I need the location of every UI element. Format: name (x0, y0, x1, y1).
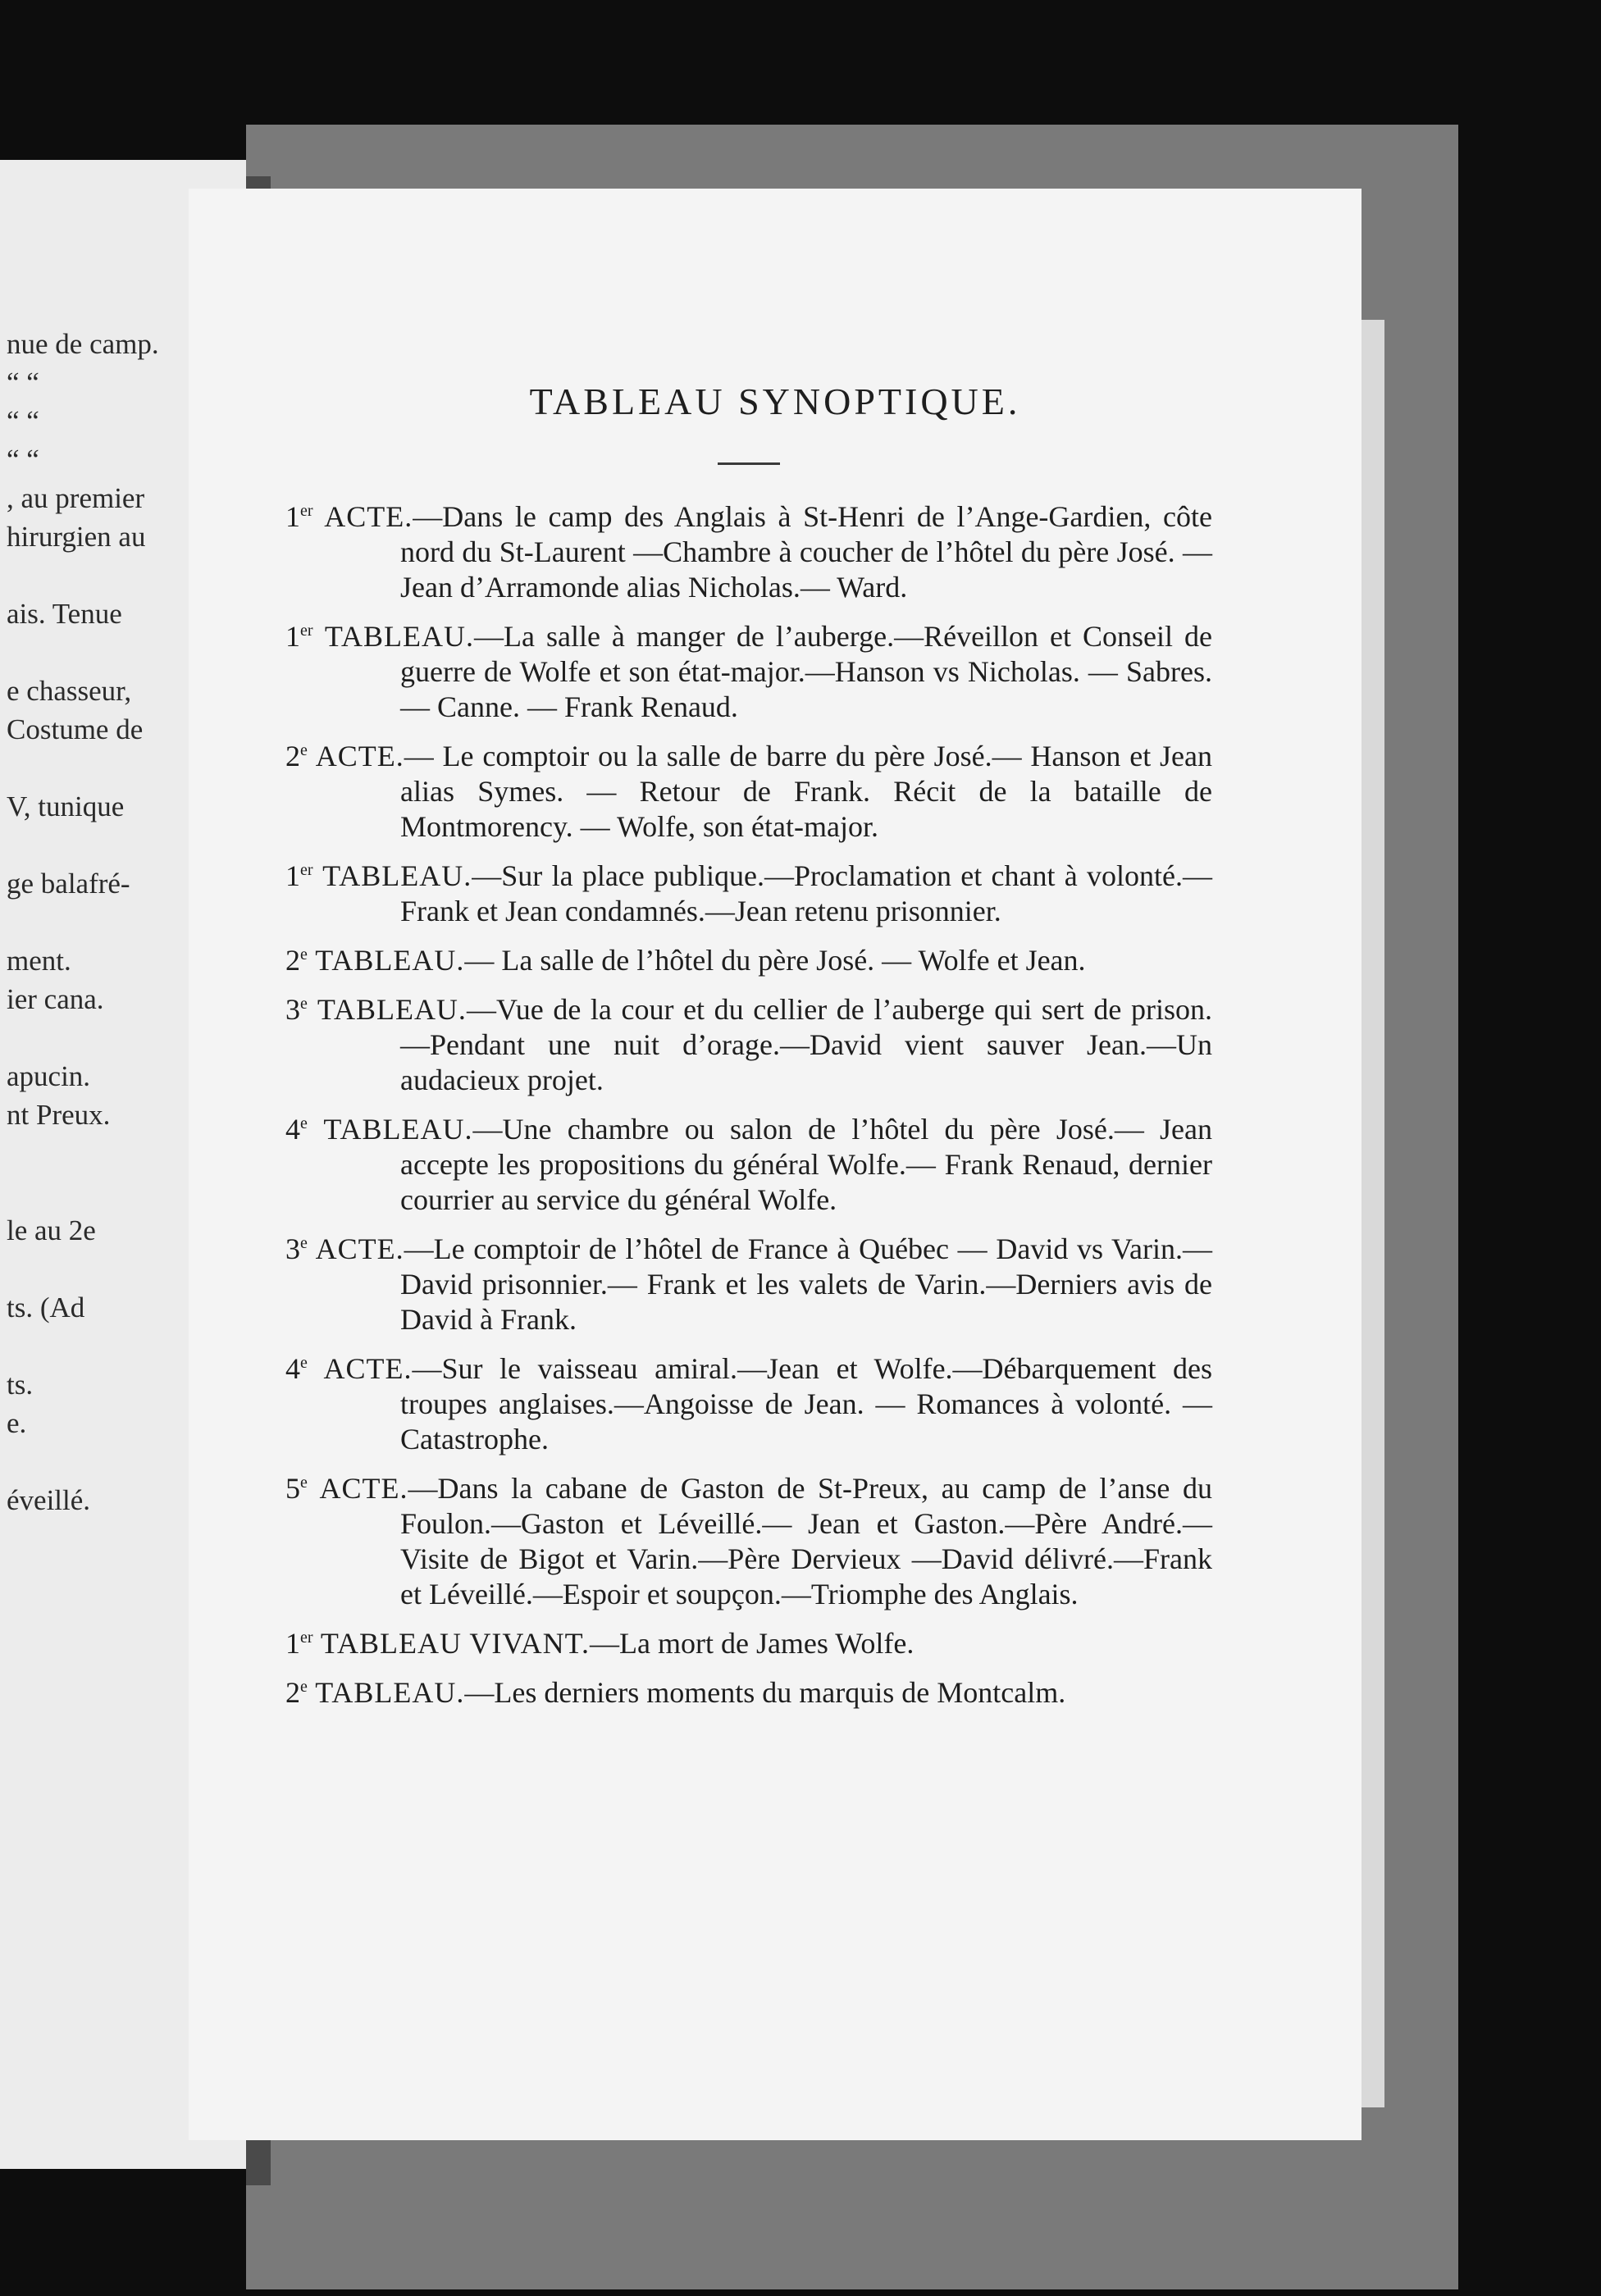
entry-text: —Une chambre ou salon de l’hôtel du père José.— Jean accepte les propositions du général Wolfe.— Frank Renaud, dernier courrier au service du général Wolfe. (400, 1113, 1212, 1216)
entry-ordinal (285, 944, 308, 977)
synopsis-entry (285, 986, 1212, 1098)
synopsis-entry (285, 1346, 1212, 1457)
entry-ordinal (285, 740, 308, 772)
entry-number: 2 (285, 1676, 300, 1709)
left-page-line: ts. (Ad (7, 1292, 85, 1323)
left-page-line: le au 2e (7, 1214, 96, 1246)
entry-ordinal (285, 500, 313, 533)
entry-number: 4 (285, 1352, 300, 1385)
entry-heading: ACTE. (312, 500, 413, 533)
right-page (189, 189, 1362, 2140)
left-page-line: nt Preux. (7, 1099, 111, 1131)
left-page-line: nue de camp. (7, 328, 159, 360)
synopsis-entry (285, 853, 1212, 929)
entry-ordinal-suffix: e (300, 741, 308, 759)
entry-ordinal (285, 1627, 313, 1660)
entry-text: —Vue de la cour et du cellier de l’auberge qui sert de prison.—Pendant une nuit d’orage.—David vient sauver Jean.—Un audacieux projet. (400, 993, 1212, 1096)
entry-text: — Le comptoir ou la salle de barre du père José.— Hanson et Jean alias Symes. — Retour de Frank. Récit de la bataille de Montmorency. — Wolfe, son état-major. (400, 740, 1212, 843)
entry-number: 1 (285, 1627, 300, 1660)
left-page-line: ts. (7, 1369, 34, 1401)
synopsis-entry (285, 1226, 1212, 1337)
entry-number: 5 (285, 1472, 300, 1505)
synopsis-entry (285, 494, 1212, 605)
entry-heading: TABLEAU VIVANT. (312, 1627, 590, 1660)
entry-ordinal (285, 1676, 308, 1709)
entry-ordinal-suffix: er (300, 502, 313, 520)
left-page-line: ier cana. (7, 983, 104, 1015)
left-page-line: Costume de (7, 713, 144, 745)
entry-heading: TABLEAU. (312, 620, 474, 653)
left-page-line: ais. Tenue (7, 598, 122, 630)
synopsis-entry (285, 937, 1212, 978)
synopsis-entry (285, 1670, 1212, 1711)
entry-text: —Les derniers moments du marquis de Montcalm. (464, 1676, 1066, 1709)
entry-ordinal-suffix: e (300, 1354, 308, 1372)
entry-ordinal-suffix: e (300, 945, 308, 963)
entry-number: 2 (285, 740, 300, 772)
entry-text: — La salle de l’hôtel du père José. — Wolfe et Jean. (464, 944, 1086, 977)
entry-heading: TABLEAU. (312, 859, 472, 892)
entry-heading: ACTE. (307, 1352, 413, 1385)
entry-number: 2 (285, 944, 300, 977)
entry-text: —Dans le camp des Anglais à St-Henri de l’Ange-Gardien, côte nord du St-Laurent —Chambre à coucher de l’hôtel du père José. — Jean d’Arramonde alias Nicholas.— Ward. (400, 500, 1212, 604)
entry-number: 1 (285, 859, 300, 892)
entry-number: 1 (285, 620, 300, 653)
entry-ordinal (285, 1113, 308, 1146)
left-page-line: , au premier (7, 482, 145, 514)
entry-ordinal-suffix: e (300, 1678, 308, 1696)
entry-number: 3 (285, 1232, 300, 1265)
synopsis-entry (285, 733, 1212, 845)
left-page-line: apucin. (7, 1060, 91, 1092)
page-title: TABLEAU SYNOPTIQUE. (529, 380, 1021, 422)
entry-ordinal-suffix: e (300, 995, 308, 1013)
entry-ordinal-suffix: er (300, 1629, 313, 1647)
entry-ordinal-suffix: er (300, 861, 313, 879)
entry-text: —Dans la cabane de Gaston de St-Preux, au camp de l’anse du Foulon.—Gaston et Léveillé.— Jean et Gaston.—Père André.—Visite de Bigot et Varin.—Père Dervieux —David délivré.—Frank et Léveillé.—Espoir et soupçon.—Triomphe des Anglais. (400, 1472, 1212, 1610)
entry-text: —La salle à manger de l’auberge.—Réveillon et Conseil de guerre de Wolfe et son état-major.—Hanson vs Nicholas. — Sabres. — Canne. — Frank Renaud. (400, 620, 1213, 723)
entry-ordinal-suffix: e (300, 1234, 308, 1252)
entry-ordinal (285, 993, 308, 1026)
entry-number: 3 (285, 993, 300, 1026)
left-page-line: éveillé. (7, 1484, 91, 1516)
entry-text: —La mort de James Wolfe. (590, 1627, 915, 1660)
left-page-line: hirurgien au (7, 521, 146, 553)
synopsis-entry (285, 1106, 1212, 1218)
entry-text: —Sur la place publique.—Proclamation et chant à volonté.—Frank et Jean condamnés.—Jean retenu prisonnier. (400, 859, 1212, 927)
entry-ordinal (285, 859, 313, 892)
synopsis-entry (285, 1620, 1212, 1661)
entry-heading: ACTE. (307, 1232, 404, 1265)
title-rule (718, 462, 780, 465)
left-page-line: ge balafré- (7, 868, 130, 900)
left-page-line: e. (7, 1407, 27, 1439)
left-page-line: e chasseur, (7, 675, 132, 707)
entry-heading: TABLEAU. (307, 1113, 473, 1146)
entry-heading: TABLEAU. (307, 1676, 465, 1709)
entry-heading: TABLEAU. (307, 993, 467, 1026)
left-page-line: “ “ (7, 367, 39, 399)
entry-ordinal (285, 1352, 308, 1385)
entry-ordinal-suffix: e (300, 1114, 308, 1132)
entry-heading: TABLEAU. (307, 944, 465, 977)
entry-text: —Le comptoir de l’hôtel de France à Québec — David vs Varin.— David prisonnier.— Frank et les valets de Varin.—Derniers avis de David à Frank. (400, 1232, 1212, 1336)
synopsis-entry (285, 1465, 1212, 1612)
entry-ordinal-suffix: e (300, 1474, 308, 1492)
synopsis-list (285, 494, 1212, 1719)
left-page-line: “ “ (7, 444, 39, 476)
left-page-line: ment. (7, 945, 71, 977)
left-page-line: “ “ (7, 405, 39, 437)
entry-ordinal (285, 620, 313, 653)
entry-ordinal (285, 1472, 308, 1505)
entry-ordinal-suffix: er (300, 622, 313, 640)
left-page-line: V, tunique (7, 790, 125, 822)
entry-ordinal (285, 1232, 308, 1265)
entry-heading: ACTE. (307, 1472, 408, 1505)
synopsis-entry (285, 613, 1212, 725)
entry-heading: ACTE. (307, 740, 404, 772)
entry-number: 4 (285, 1113, 300, 1146)
entry-number: 1 (285, 500, 300, 533)
entry-text: —Sur le vaisseau amiral.—Jean et Wolfe.—Débarquement des troupes anglaises.—Angoisse de Jean. — Romances à volonté. — Catastrophe. (400, 1352, 1212, 1456)
